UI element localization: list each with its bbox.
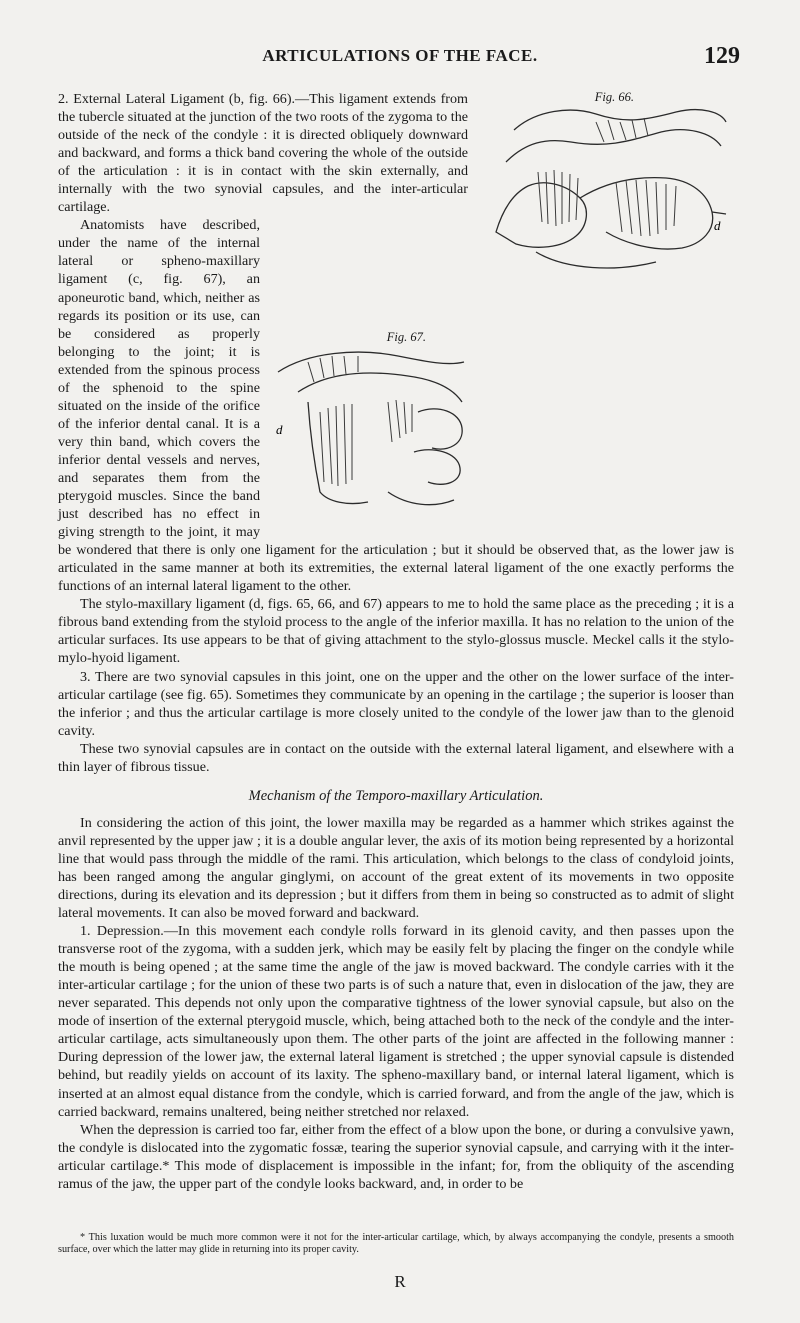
section-heading: Mechanism of the Temporo-maxillary Articulation. <box>248 787 544 804</box>
running-header <box>60 43 740 70</box>
paragraph-external-lateral-ligament: 2. External Lateral Ligament (b, fig. 66).—This ligament extends from the tubercle situated at the junction of the two roots of the zygoma to the outside of the neck of the condyle : it is directed obliquely downward and backward, and forms a thick band covering the whole of the outside of the articulation : it is in contact with the skin externally, and internally with the two synovial capsules, and the inter-articular cartilage. <box>58 91 468 216</box>
figure-67-illustration <box>268 342 468 512</box>
figure-67 <box>268 328 468 524</box>
figure-67-label-d: d <box>276 422 283 438</box>
footnote <box>58 1232 734 1257</box>
paragraph-dislocation: When the depression is carried too far, either from the effect of a blow upon the bone, or during a convulsive yawn, the condyle is dislocated into the zygomatic fossæ, tearing the superior synovial capsule, and carrying with it the inter-articular cartilage.* This mode of displacement is impossible in the infant; for, from the obliquity of the ascending ramus of the jaw, the upper part of the condyle looks backward, and, in order to be <box>58 1121 734 1192</box>
paragraph-mechanism: In considering the action of this joint, the lower maxilla may be regarded as a hammer which strikes against the anvil represented by the upper jaw ; it is a double angular lever, the axis of its motion being represented by a horizontal line that would pass through the middle of the rami. This articulation, which belongs to the class of condyloid joints, has been ranged among the angular ginglymi, on account of the great extent of its movements in two opposite directions, during its elevation and its depression ; but it differs from them in being so constructed as to admit of slight lateral movements. It can also be moved forward and backward. <box>58 814 734 922</box>
figure-66-illustration <box>476 102 734 282</box>
running-title: ARTICULATIONS OF THE FACE. <box>262 46 538 65</box>
page-number: 129 <box>704 43 740 69</box>
footnote-text: * This luxation would be much more common were it not for the inter-articular cartilage, which, by always accompanying the condyle, presents a smooth surface, over which the latter may glide in returning into its proper cavity. <box>58 1232 734 1256</box>
figure-67-caption: Fig. 67. <box>386 330 426 345</box>
signature-mark: R <box>394 1272 406 1291</box>
paragraph-stylo-maxillary-ligament: The stylo-maxillary ligament (d, figs. 65, 66, and 67) appears to me to hold the same place as the preceding ; it is a fibrous band extending from the styloid process to the angle of the inferior maxilla. It has no relation to the union of the articular surfaces. Its use appears to be that of giving attachment to the stylo-glossus muscle. Meckel calls it the stylo-mylo-hyoid ligament. <box>58 596 734 667</box>
paragraph-synovial-capsules: 3. There are two synovial capsules in this joint, one on the upper and the other on the lower surface of the inter-articular cartilage (see fig. 65). Sometimes they communicate by an opening in the cartilage ; the superior is looser than the inferior ; and thus the articular cartilage is more closely united to the condyle of the lower jaw than to the glenoid cavity. <box>58 668 734 739</box>
paragraph-internal-lateral-ligament-text: Anatomists have described, under the name of the internal lateral or spheno-maxillary ligament (c, fig. 67), an aponeurotic band, which, neither as regards its position or its use, can be considered as properly belonging to the joint; it is extended from the spinous process of the sphenoid to the spine situated on the inside of the orifice of the inferior dental canal. It is a very thin band, which covers the inferior dental vessels and nerves, and separates them from the pterygoid muscles. Since the band just described has no effect in giving strength to the joint, it may be wondered that there is only one ligament for the articulation ; but it should be observed that, as the lower jaw is articulated in the same manner at both its extremities, the external lateral ligament of the one exactly performs the functions of an internal lateral ligament to the other. <box>58 217 734 595</box>
figure-66-caption: Fig. 66. <box>594 90 634 104</box>
paragraph-depression: 1. Depression.—In this movement each condyle rolls forward in its glenoid cavity, and then passes upon the transverse root of the zygoma, with a sudden jerk, which may be easily felt by placing the finger on the condyle while the mouth is being opened ; at the same time the angle of the jaw is moved backward. The condyle carries with it the inter-articular cartilage ; for the union of these two parts is of such a nature that, even in dislocation of the jaw, they are never separated. This depends not only upon the comparative tightness of the lower synovial capsule, but also on the mode of insertion of the external pterygoid muscle, which, being attached both to the neck of the condyle and the inter-articular cartilage, acts simultaneously upon them. The other parts of the joint are affected in the following manner : During depression of the lower jaw, the external lateral ligament is stretched ; the upper synovial capsule is distended behind, but readily yields on account of its laxity. The spheno-maxillary band, or internal lateral ligament, which is inserted at an almost equal distance from the condyle, which is carried forward, and from the angle of the jaw, which is carried backward, remains unaltered, being neither stretched nor relaxed. <box>58 923 734 1120</box>
body-text <box>58 90 734 1193</box>
paragraph-synovial-contact: These two synovial capsules are in contact on the outside with the external lateral ligament, and elsewhere with a thin layer of fibrous tissue. <box>58 740 734 775</box>
figure-66 <box>476 88 734 284</box>
figure-66-label-d: d <box>714 218 721 233</box>
